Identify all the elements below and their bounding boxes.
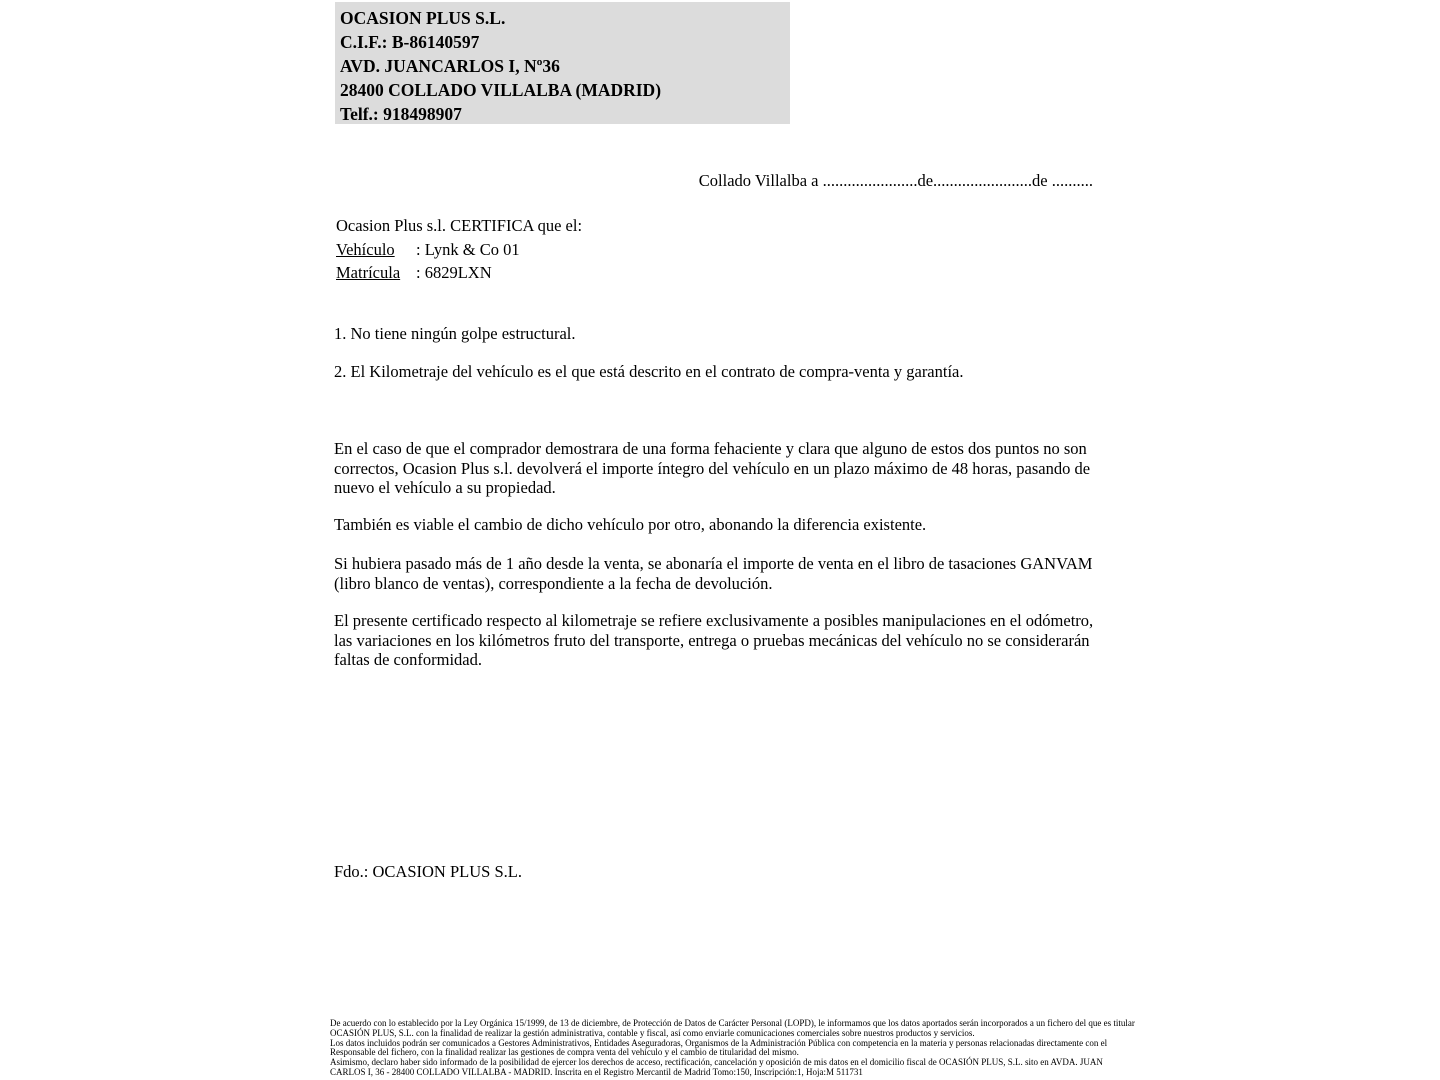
footer-line: Asimismo, declaro haber sido informado de la posibilidad de ejercer los derechos de acceso, rectificación, cancelación y oposición de mis datos en el domicilio fiscal de OCASIÓN PLUS, S.L. sito en AVDA. JUAN bbox=[330, 1057, 1103, 1068]
point-2: 2. El Kilometraje del vehículo es el que está descrito en el contrato de compra-venta y garantía. bbox=[334, 362, 964, 381]
paragraph-odometer: El presente certificado respecto al kilometraje se refiere exclusivamente a posibles manipulaciones en el odómetro, las variaciones en los kilómetros fruto del transporte, entrega o pruebas mecánicas del vehículo no se considerarán faltas de conformidad. bbox=[334, 611, 1094, 669]
plate-row bbox=[336, 261, 582, 285]
plate-value: : 6829LXN bbox=[416, 263, 492, 283]
date-line: Collado Villalba a .......................de........................de .......... bbox=[698, 171, 1093, 190]
footer-line: OCASIÓN PLUS, S.L. con la finalidad de realizar la gestión administrativa, contable y fiscal, así como enviarle comunicaciones comerciales sobre nuestros productos y servicios. bbox=[330, 1027, 975, 1038]
footer-line: Responsable del fichero, con la finalidad realizar las gestiones de compra venta del vehículo y el cambio de titularidad del mismo. bbox=[330, 1047, 799, 1058]
legal-footer bbox=[330, 1018, 1135, 1078]
vehicle-value: : Lynk & Co 01 bbox=[416, 239, 520, 259]
company-address: AVD. JUANCARLOS I, Nº36 bbox=[340, 56, 560, 76]
footer-line: De acuerdo con lo establecido por la Ley Orgánica 15/1999, de 13 de diciembre, de Protección de Datos de Carácter Personal (LOPD), le informamos que los datos aportados serán incorporados a un fichero del que es titular bbox=[330, 1018, 1135, 1028]
paragraph-exchange: También es viable el cambio de dicho vehículo por otro, abonando la diferencia existente. bbox=[334, 515, 927, 534]
company-city: 28400 COLLADO VILLALBA (MADRID) bbox=[340, 80, 662, 100]
paragraph-refund: En el caso de que el comprador demostrara de una forma fehaciente y clara que alguno de estos dos puntos no son correctos, Ocasion Plus s.l. devolverá el importe íntegro del vehículo en un plazo máximo de 48 horas, pasando de nuevo el vehículo a su propiedad. bbox=[334, 439, 1091, 497]
signature-line: Fdo.: OCASION PLUS S.L. bbox=[334, 862, 522, 881]
paragraph-ganvam: Si hubiera pasado más de 1 año desde la venta, se abonaría el importe de venta en el libro de tasaciones GANVAM (libro blanco de ventas), correspondiente a la fecha de devolución. bbox=[334, 554, 1093, 593]
vehicle-row bbox=[336, 238, 582, 262]
company-name: OCASION PLUS S.L. bbox=[340, 8, 506, 28]
footer-line: Los datos incluidos podrán ser comunicados a Gestores Administrativos, Entidades Aseguradoras, Organismos de la Administración Pública con competencia en la materia y personas relacionadas directamente con el bbox=[330, 1037, 1108, 1048]
certifica-intro: Ocasion Plus s.l. CERTIFICA que el: bbox=[336, 216, 583, 235]
certification-block bbox=[336, 214, 582, 285]
footer-line: CARLOS I, 36 - 28400 COLLADO VILLALBA - MADRID. Inscrita en el Registro Mercantil de Madrid Tomo:150, Inscripción:1, Hoja:M 511731 bbox=[330, 1066, 863, 1077]
company-phone: Telf.: 918498907 bbox=[340, 104, 462, 124]
point-1: 1. No tiene ningún golpe estructural. bbox=[334, 324, 576, 343]
vehicle-label: Vehículo bbox=[336, 239, 395, 259]
plate-label: Matrícula bbox=[336, 263, 401, 283]
company-cif: C.I.F.: B-86140597 bbox=[340, 32, 480, 52]
company-header-box bbox=[335, 2, 790, 124]
